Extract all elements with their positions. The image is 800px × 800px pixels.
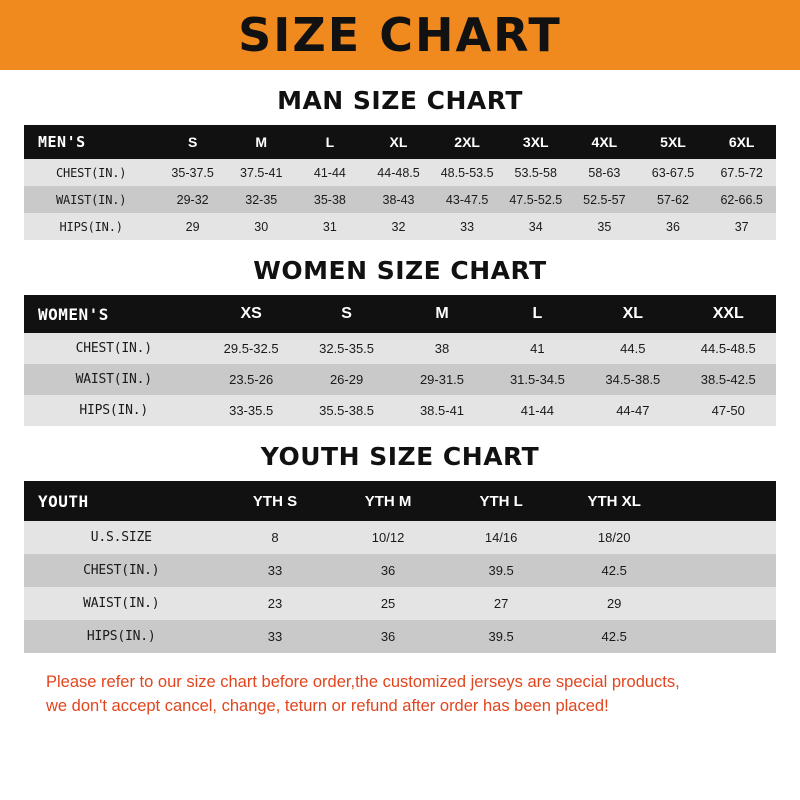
column-header-xl: XL xyxy=(585,295,680,333)
section-youth-size-chart xyxy=(24,442,776,653)
column-header-m: M xyxy=(227,125,296,159)
cell: 32 xyxy=(391,219,406,234)
cell: 44.5 xyxy=(620,341,646,356)
cell: 34 xyxy=(528,219,543,234)
column-header-4xl: 4XL xyxy=(570,125,639,159)
cell-spacer xyxy=(671,587,776,620)
cell: 47-50 xyxy=(711,403,745,418)
column-header-xxl: XXL xyxy=(681,295,776,333)
column-header-l: L xyxy=(296,125,365,159)
cell: 33 xyxy=(267,629,283,644)
cell: 10/12 xyxy=(371,530,405,545)
column-header-xs: XS xyxy=(203,295,298,333)
table-body-youth xyxy=(24,521,776,653)
table-row xyxy=(24,587,776,620)
cell: 38-43 xyxy=(382,192,415,207)
cell: 58-63 xyxy=(588,165,621,180)
cell: 32-35 xyxy=(245,192,278,207)
column-header-youth: YOUTH xyxy=(24,481,218,521)
column-header-m: M xyxy=(394,295,489,333)
table-row xyxy=(24,620,776,653)
cell: 8 xyxy=(271,530,279,545)
content-area xyxy=(0,86,800,719)
table-row xyxy=(24,159,776,186)
cell: 33-35.5 xyxy=(229,403,274,418)
cell: 44-47 xyxy=(616,403,650,418)
cell: 29.5-32.5 xyxy=(223,341,279,356)
row-label-waist: WAIST(IN.) xyxy=(83,596,160,611)
column-header-xl: XL xyxy=(364,125,433,159)
cell: 36 xyxy=(380,563,396,578)
cell: 38.5-42.5 xyxy=(700,372,756,387)
column-header-l: L xyxy=(490,295,585,333)
cell: 35-38 xyxy=(313,192,346,207)
cell: 36 xyxy=(380,629,396,644)
cell: 33 xyxy=(460,219,475,234)
section-title-man: MAN SIZE CHART xyxy=(277,86,523,115)
cell: 25 xyxy=(380,596,396,611)
cell: 37.5-41 xyxy=(240,165,283,180)
table-header-row xyxy=(24,295,776,333)
row-label-chest: CHEST(IN.) xyxy=(83,563,160,578)
cell: 52.5-57 xyxy=(583,192,626,207)
cell: 63-67.5 xyxy=(651,165,695,180)
column-header-s: S xyxy=(299,295,394,333)
column-header-5xl: 5XL xyxy=(639,125,708,159)
column-header-2xl: 2XL xyxy=(433,125,502,159)
cell: 43-47.5 xyxy=(445,192,489,207)
header-band xyxy=(0,0,800,70)
cell: 41-44 xyxy=(520,403,555,418)
row-label-hips: HIPS(IN.) xyxy=(79,403,149,418)
column-header-mens: MEN'S xyxy=(24,125,158,159)
cell: 31 xyxy=(322,219,337,234)
table-body-women xyxy=(24,333,776,426)
cell: 18/20 xyxy=(597,530,631,545)
cell: 44.5-48.5 xyxy=(700,341,756,356)
column-header-yth-m: YTH M xyxy=(332,481,445,521)
column-header-yth-s: YTH S xyxy=(218,481,331,521)
page-title: SIZE CHART xyxy=(238,8,562,62)
row-label-waist: WAIST(IN.) xyxy=(56,192,127,207)
cell-spacer xyxy=(671,554,776,587)
cell: 33 xyxy=(267,563,283,578)
cell-spacer xyxy=(671,620,776,653)
table-body-man xyxy=(24,159,776,240)
table-header-row xyxy=(24,481,776,521)
cell: 32.5-35.5 xyxy=(319,341,375,356)
section-title-youth: YOUTH SIZE CHART xyxy=(260,442,540,471)
cell: 35.5-38.5 xyxy=(319,403,375,418)
table-row xyxy=(24,333,776,364)
notice-line-1: Please refer to our size chart before order,the customized jerseys are special products, xyxy=(46,673,680,691)
row-label-waist: WAIST(IN.) xyxy=(75,372,152,387)
table-row xyxy=(24,395,776,426)
row-label-chest: CHEST(IN.) xyxy=(75,341,152,356)
row-label-hips: HIPS(IN.) xyxy=(86,629,156,644)
cell-spacer xyxy=(671,521,776,554)
column-header-3xl: 3XL xyxy=(501,125,570,159)
cell: 29-31.5 xyxy=(419,372,465,387)
cell: 34.5-38.5 xyxy=(605,372,661,387)
cell: 39.5 xyxy=(488,629,514,644)
section-man-size-chart xyxy=(24,86,776,240)
table-row xyxy=(24,213,776,240)
table-head-man xyxy=(24,125,776,159)
cell: 57-62 xyxy=(657,192,689,207)
table-head-youth xyxy=(24,481,776,521)
cell: 44-48.5 xyxy=(377,165,420,180)
row-label-chest: CHEST(IN.) xyxy=(56,165,127,180)
cell: 42.5 xyxy=(601,629,627,644)
table-women-size-chart xyxy=(24,295,776,426)
column-header-womens: WOMEN'S xyxy=(24,295,203,333)
table-head-women xyxy=(24,295,776,333)
cell: 26-29 xyxy=(329,372,364,387)
cell: 48.5-53.5 xyxy=(440,165,494,180)
table-row xyxy=(24,521,776,554)
cell: 37 xyxy=(734,219,749,234)
table-header-row xyxy=(24,125,776,159)
column-header-yth-xl: YTH XL xyxy=(558,481,671,521)
table-row xyxy=(24,364,776,395)
cell: 39.5 xyxy=(488,563,514,578)
cell: 35-37.5 xyxy=(171,165,214,180)
notice-line-2: we don't accept cancel, change, teturn or refund after order has been placed! xyxy=(46,696,609,715)
cell: 23 xyxy=(267,596,283,611)
column-header-s: S xyxy=(158,125,227,159)
cell: 23.5-26 xyxy=(229,372,274,387)
cell: 29 xyxy=(606,596,622,611)
cell: 42.5 xyxy=(601,563,627,578)
cell: 38.5-41 xyxy=(419,403,465,418)
cell: 14/16 xyxy=(484,530,518,545)
column-header-6xl: 6XL xyxy=(707,125,776,159)
cell: 35 xyxy=(597,219,612,234)
cell: 47.5-52.5 xyxy=(509,192,563,207)
row-label-hips: HIPS(IN.) xyxy=(59,219,123,234)
cell: 27 xyxy=(493,596,509,611)
table-row xyxy=(24,186,776,213)
cell: 67.5-72 xyxy=(720,165,763,180)
cell: 36 xyxy=(666,219,680,234)
cell: 30 xyxy=(254,219,269,234)
table-row xyxy=(24,554,776,587)
cell: 53.5-58 xyxy=(514,165,557,180)
cell: 38 xyxy=(434,341,450,356)
column-header-spacer xyxy=(671,481,776,521)
cell: 62-66.5 xyxy=(720,192,763,207)
section-women-size-chart xyxy=(24,256,776,426)
cell: 41-44 xyxy=(313,165,346,180)
section-title-women: WOMEN SIZE CHART xyxy=(253,256,547,285)
cell: 31.5-34.5 xyxy=(509,372,565,387)
table-youth-size-chart xyxy=(24,481,776,653)
row-label-us-size: U.S.SIZE xyxy=(90,530,152,545)
cell: 29-32 xyxy=(176,192,209,207)
column-header-yth-l: YTH L xyxy=(445,481,558,521)
order-policy-notice xyxy=(24,671,776,719)
cell: 41 xyxy=(530,341,545,356)
cell: 29 xyxy=(185,219,200,234)
table-man-size-chart xyxy=(24,125,776,240)
